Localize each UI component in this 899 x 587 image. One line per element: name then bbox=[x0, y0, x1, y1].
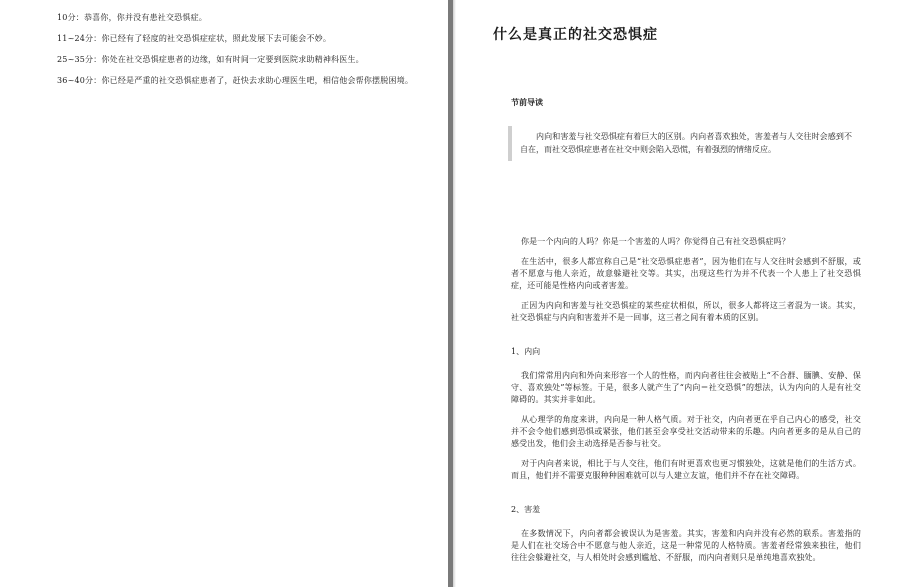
chapter-title: 什么是真正的社交恐惧症 bbox=[493, 27, 658, 43]
score-item-10: 10分：恭喜你，你并没有患社交恐惧症。 bbox=[57, 13, 207, 22]
intro-quote: 内向和害羞与社交恐惧症有着巨大的区别。内向者喜欢独处，害羞者与人交往时会感到不自在，而社交恐惧症患者在社交中则会陷入恐慌，有着强烈的情绪反应。 bbox=[508, 126, 852, 161]
left-page bbox=[0, 0, 448, 587]
score-list bbox=[45, 12, 425, 96]
score-item-36-40: 36~40分：你已经是严重的社交恐惧症患者了，赶快去求助心理医生吧，相信他会帮你摆脱困境。 bbox=[57, 76, 414, 85]
section-paragraph: 在多数情况下，内向者都会被误认为是害羞。其实，害羞和内向并没有必然的联系。害羞指的是人们在社交场合中不愿意与他人亲近，这是一种常见的人格特质。害羞者经常独来独往，他们往往会躲避社交，与人相处时会感到尴尬、不舒服，而内向者则只是单纯地喜欢独处。 bbox=[511, 529, 861, 562]
body-text bbox=[511, 236, 861, 572]
right-page bbox=[456, 0, 899, 587]
score-item-11-24: 11~24分：你已经有了轻度的社交恐惧症症状，照此发展下去可能会不妙。 bbox=[57, 34, 332, 43]
section-heading-introversion: 1、内向 bbox=[511, 347, 541, 356]
intro-paragraph: 你是一个内向的人吗？你是一个害羞的人吗？你觉得自己有社交恐惧症吗？ bbox=[521, 237, 790, 246]
intro-paragraph: 正因为内向和害羞与社交恐惧症的某些症状相似，所以，很多人都将这三者混为一谈。其实，社交恐惧症与内向和害羞并不是一回事，这三者之间有着本质的区别。 bbox=[511, 301, 861, 322]
section-paragraph: 对于内向者来说，相比于与人交往，他们有时更喜欢也更习惯独处，这就是他们的生活方式。而且，他们并不需要克服种种困难就可以与人建立友谊，他们并不存在社交障碍。 bbox=[511, 459, 861, 480]
section-paragraph: 我们常常用内向和外向来形容一个人的性格，而内向者往往会被贴上“不合群、腼腆、安静、保守、喜欢独处”等标签。于是，很多人就产生了“内向＝社交恐惧”的想法，认为内向的人是有社交障碍的。其实并非如此。 bbox=[511, 371, 861, 404]
score-item-25-35: 25~35分：你处在社交恐惧症患者的边缘，如有时间一定要到医院求助精神科医生。 bbox=[57, 55, 364, 64]
intro-paragraph: 在生活中，很多人都宣称自己是“社交恐惧症患者”，因为他们在与人交往时会感到不舒服，或者不愿意与他人亲近，故意躲避社交等。其实，出现这些行为并不代表一个人患上了社交恐惧症，还可能是性格内向或者害羞。 bbox=[511, 257, 861, 290]
section-heading-shyness: 2、害羞 bbox=[511, 505, 541, 514]
section-paragraph: 从心理学的角度来讲，内向是一种人格气质。对于社交，内向者更在乎自己内心的感受，社交并不会令他们感到恐惧或紧张，他们甚至会享受社交活动带来的乐趣。内向者更多的是从自己的感受出发，他们会主动选择是否参与社交。 bbox=[511, 415, 861, 448]
section-label: 节前导读 bbox=[511, 97, 543, 107]
